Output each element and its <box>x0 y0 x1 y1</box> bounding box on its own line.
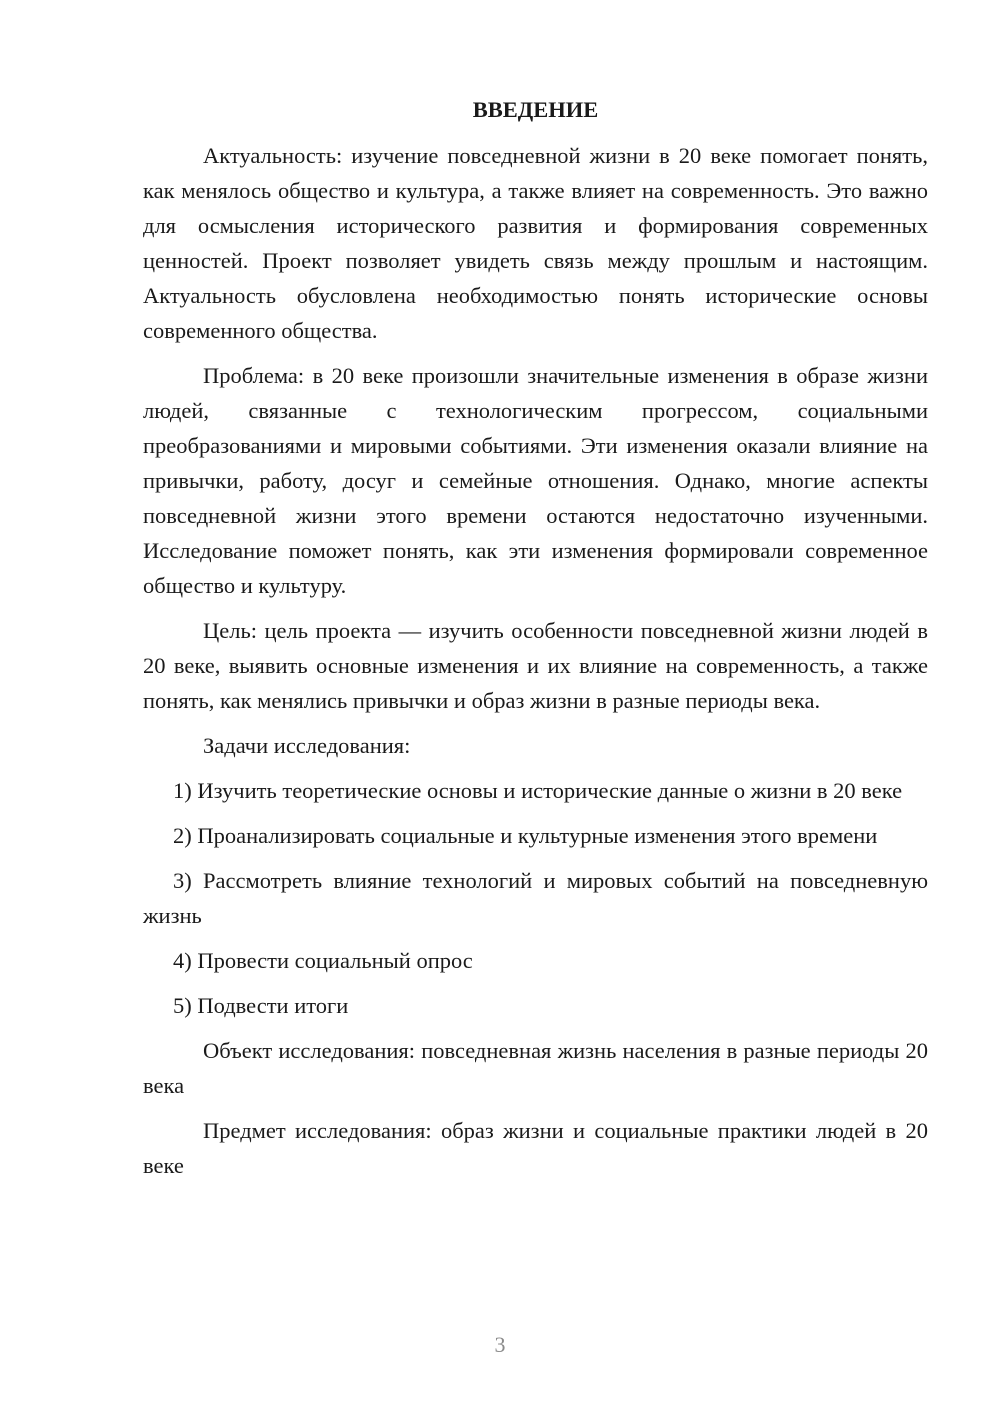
relevance-paragraph: Актуальность: изучение повседневной жизни в 20 веке помогает понять, как менялось общество и культура, а также влияет на современность. Это важно для осмысления исторического развития и формирования современных ценностей. Проект позволяет увидеть связь между прошлым и настоящим. Актуальность обусловлена необходимостью понять исторические основы современного общества. <box>143 143 928 343</box>
page-title: ВВЕДЕНИЕ <box>472 97 599 122</box>
document-page <box>143 90 928 1193</box>
page-number: 3 <box>494 1332 506 1357</box>
tasks-title: Задачи исследования: <box>203 733 411 758</box>
problem-paragraph: Проблема: в 20 веке произошли значительные изменения в образе жизни людей, связанные с технологическим прогрессом, социальными преобразованиями и мировыми событиями. Эти изменения оказали влияние на привычки, работу, досуг и семейные отношения. Однако, многие аспекты повседневной жизни этого времени остаются недостаточно изученными. Исследование поможет понять, как эти изменения формировали современное общество и культуру. <box>143 363 928 598</box>
task-item-1: 1) Изучить теоретические основы и исторические данные о жизни в 20 веке <box>173 778 903 803</box>
subject-paragraph: Предмет исследования: образ жизни и социальные практики людей в 20 веке <box>143 1118 928 1178</box>
task-item-5: 5) Подвести итоги <box>173 993 349 1018</box>
task-item-4: 4) Провести социальный опрос <box>173 948 473 973</box>
task-item-2: 2) Проанализировать социальные и культурные изменения этого времени <box>173 823 878 848</box>
task-item-3: 3) Рассмотреть влияние технологий и мировых событий на повседневную жизнь <box>143 868 928 928</box>
object-paragraph: Объект исследования: повседневная жизнь населения в разные периоды 20 века <box>143 1038 928 1098</box>
goal-paragraph: Цель: цель проекта — изучить особенности повседневной жизни людей в 20 веке, выявить основные изменения и их влияние на современность, а также понять, как менялись привычки и образ жизни в разные периоды века. <box>143 618 928 713</box>
